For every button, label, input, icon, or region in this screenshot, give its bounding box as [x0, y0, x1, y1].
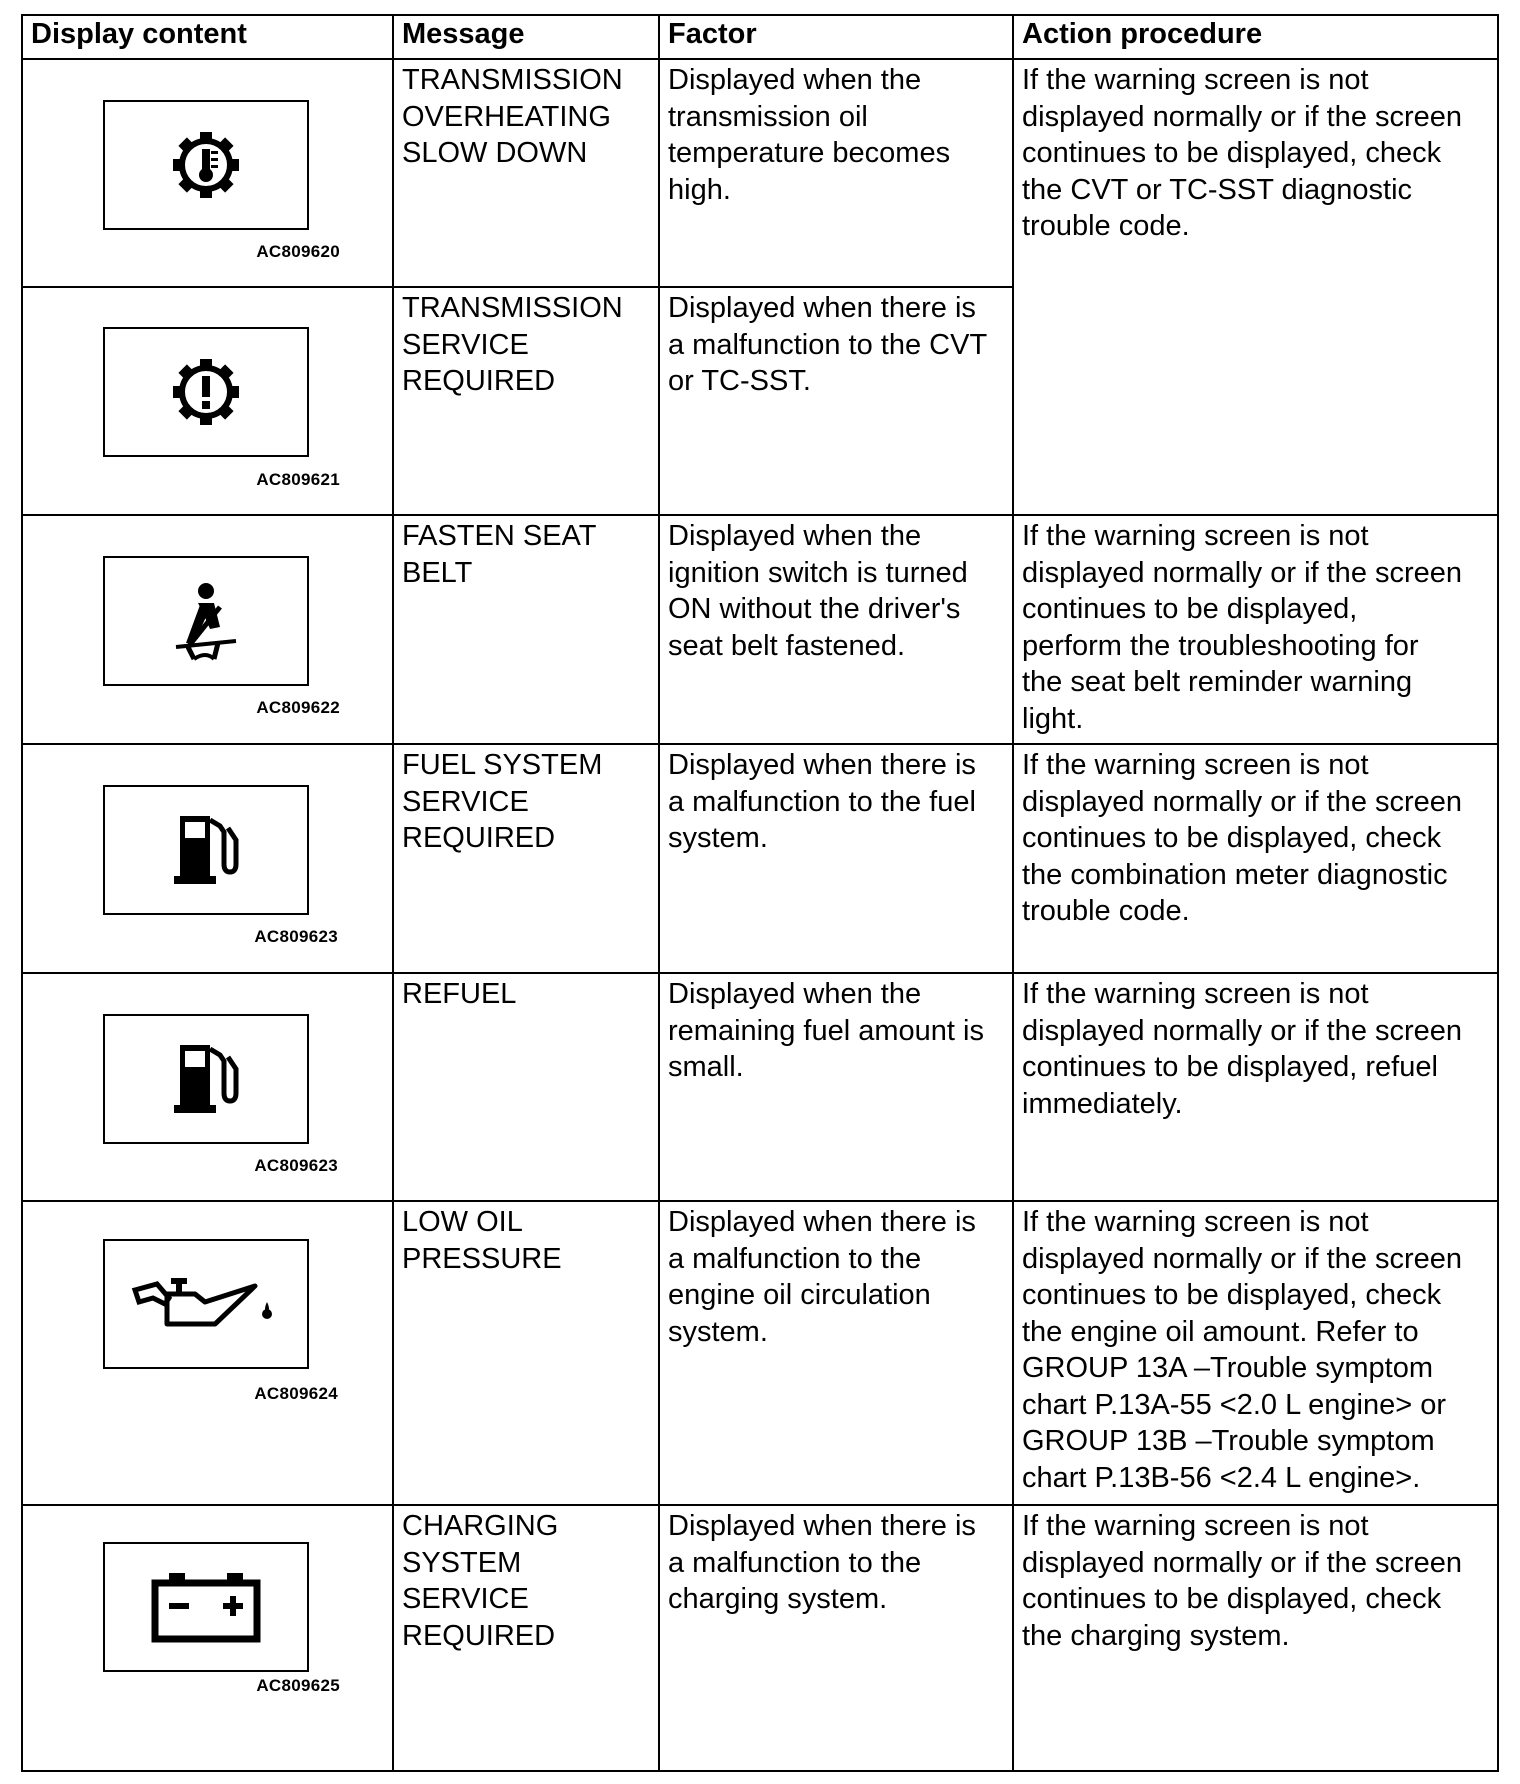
- factor-cell: Displayed when there is a malfunction to the charging system.: [659, 1505, 1013, 1771]
- display-content-cell: [22, 287, 393, 515]
- icon-frame: [103, 785, 309, 915]
- factor-cell: Displayed when the remaining fuel amount is small.: [659, 973, 1013, 1201]
- action-procedure-cell: If the warning screen is not displayed normally or if the screen continues to be displayed, check the charging system.: [1013, 1505, 1498, 1771]
- action-procedure-cell: If the warning screen is not displayed normally or if the screen continues to be displayed, check the CVT or TC-SST diagnostic trouble code.: [1013, 59, 1498, 515]
- icon-frame: [103, 1542, 309, 1672]
- table-row: [22, 59, 1498, 287]
- header-message: Message: [393, 15, 659, 59]
- factor-cell: Displayed when the transmission oil temperature becomes high.: [659, 59, 1013, 287]
- fuel-pump-icon: [170, 1041, 242, 1117]
- table-row: [22, 1505, 1498, 1771]
- figure-code: AC809620: [256, 242, 340, 261]
- message-cell: TRANSMISSION SERVICE REQUIRED: [393, 287, 659, 515]
- factor-cell: Displayed when the ignition switch is turned ON without the driver's seat belt fastened.: [659, 515, 1013, 744]
- figure-code: AC809621: [256, 470, 340, 489]
- display-content-cell: [22, 515, 393, 744]
- figure-code: AC809622: [256, 698, 340, 717]
- battery-icon: [151, 1569, 261, 1645]
- figure-code: AC809624: [254, 1384, 338, 1403]
- factor-cell: Displayed when there is a malfunction to the fuel system.: [659, 744, 1013, 973]
- display-content-cell: [22, 1505, 393, 1771]
- display-content-cell: [22, 973, 393, 1201]
- warning-screen-table: [21, 14, 1499, 1772]
- table-row: [22, 744, 1498, 973]
- message-cell: FASTEN SEAT BELT: [393, 515, 659, 744]
- figure-code: AC809623: [254, 1156, 338, 1175]
- table-row: [22, 973, 1498, 1201]
- display-content-cell: [22, 59, 393, 287]
- action-procedure-cell: If the warning screen is not displayed normally or if the screen continues to be displayed, refuel immediately.: [1013, 973, 1498, 1201]
- factor-cell: Displayed when there is a malfunction to the engine oil circulation system.: [659, 1201, 1013, 1505]
- icon-frame: [103, 327, 309, 457]
- factor-cell: Displayed when there is a malfunction to the CVT or TC-SST.: [659, 287, 1013, 515]
- display-content-cell: [22, 1201, 393, 1505]
- message-cell: REFUEL: [393, 973, 659, 1201]
- header-display-content: Display content: [22, 15, 393, 59]
- icon-frame: [103, 1239, 309, 1369]
- action-procedure-cell: If the warning screen is not displayed normally or if the screen continues to be displayed, perform the troubleshooting for the seat belt reminder warning light.: [1013, 515, 1498, 744]
- action-procedure-cell: If the warning screen is not displayed normally or if the screen continues to be displayed, check the combination meter diagnostic trouble code.: [1013, 744, 1498, 973]
- fuel-pump-icon: [170, 812, 242, 888]
- table-header-row: [22, 15, 1498, 59]
- message-cell: CHARGING SYSTEM SERVICE REQUIRED: [393, 1505, 659, 1771]
- transmission-service-icon: [168, 354, 244, 430]
- oil-can-icon: [131, 1274, 281, 1334]
- header-factor: Factor: [659, 15, 1013, 59]
- message-cell: TRANSMISSION OVERHEATING SLOW DOWN: [393, 59, 659, 287]
- display-content-cell: [22, 744, 393, 973]
- icon-frame: [103, 100, 309, 230]
- message-cell: LOW OIL PRESSURE: [393, 1201, 659, 1505]
- message-cell: FUEL SYSTEM SERVICE REQUIRED: [393, 744, 659, 973]
- action-procedure-cell: If the warning screen is not displayed normally or if the screen continues to be displayed, check the engine oil amount. Refer to GROUP 13A –Trouble symptom chart P.13A-55 <2.0 L engine> or GROUP 13B –Trouble symptom chart P.13B-56 <2.4 L engine>.: [1013, 1201, 1498, 1505]
- table-row: [22, 515, 1498, 744]
- icon-frame: [103, 556, 309, 686]
- icon-frame: [103, 1014, 309, 1144]
- figure-code: AC809623: [254, 927, 338, 946]
- seat-belt-icon: [170, 581, 242, 661]
- figure-code: AC809625: [256, 1676, 340, 1695]
- transmission-overheat-icon: [168, 127, 244, 203]
- table-row: [22, 1201, 1498, 1505]
- header-action-procedure: Action procedure: [1013, 15, 1498, 59]
